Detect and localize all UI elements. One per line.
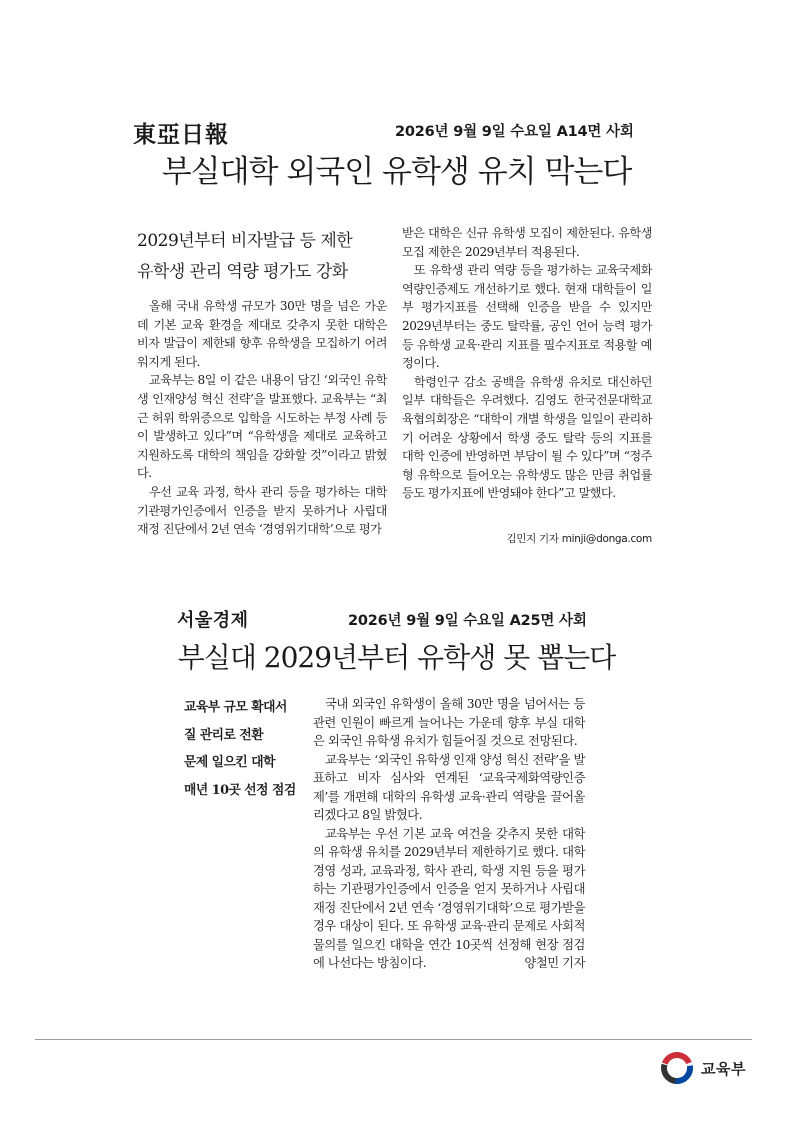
reporter-byline: 양철민 기자 bbox=[524, 956, 585, 970]
subhead-line: 2029년부터 비자발급 등 제한 bbox=[137, 231, 353, 251]
body-paragraph: 올해 국내 유학생 규모가 30만 명을 넘은 가운데 기본 교육 환경을 제대로 갖추지 못한 대학은 비자 발급이 제한돼 향후 유학생을 모집하기 어려워지게 된다. bbox=[137, 299, 387, 369]
subhead-line: 매년 10곳 선정 점검 bbox=[184, 782, 296, 798]
body-paragraph-text: 교육부는 우선 기본 교육 여건을 갖추지 못한 대학의 유학생 유치를 2029년부터 제한하기로 했다. 대학 경영 성과, 교육과정, 학사 관리, 학생 지원 등을 평가하는 기관평가인증에서 인증을 얻지 못하거나 사립대 재정 진단에서 2년 연속 ‘경영위기대학’으로 평가받을 경우 대상이 된다. 또 유학생 교육·관리 문제로 사회적 물의를 일으킨 대학을 연간 10곳씩 선정해 현장 점검에 나선다는 방침이다. bbox=[313, 826, 585, 970]
body-paragraph: 받은 대학은 신규 유학생 모집이 제한된다. 유학생 모집 제한은 2029년부터 적용된다. bbox=[402, 226, 652, 259]
newspaper-masthead-sedaily: 서울경제 bbox=[177, 610, 249, 631]
article-headline: 부실대학 외국인 유학생 유치 막는다 bbox=[161, 154, 632, 190]
ministry-name: 교육부 bbox=[701, 1060, 746, 1078]
article-body-column-1 bbox=[137, 297, 387, 539]
body-paragraph: 교육부는 ‘외국인 유학생 인재 양성 혁신 전략’을 발표하고 비자 심사와 연계된 ‘교육국제화역량인증제’를 개편해 대학의 유학생 교육·관리 역량을 끌어올리겠다고 8일 밝혔다. bbox=[313, 752, 585, 822]
subhead-line: 문제 일으킨 대학 bbox=[184, 755, 275, 770]
subhead-line: 질 관리로 전환 bbox=[184, 727, 264, 743]
newspaper-masthead-donga: 東亞日報 bbox=[133, 121, 229, 148]
footer-divider bbox=[35, 1039, 752, 1040]
article-body bbox=[313, 695, 585, 973]
body-paragraph: 학령인구 감소 공백을 유학생 유치로 대신하던 일부 대학들은 우려했다. 김영도 한국전문대학교육협의회장은 “대학이 개별 학생을 일일이 관리하기 어려운 상황에서 학생 중도 탈락 등의 지표를 대학 인증에 반영하면 부담이 될 수 있다”며 “정주형 유학으로 들어오는 유학생도 많은 만큼 취업률 등도 평가지표에 반영돼야 한다”고 말했다. bbox=[402, 374, 652, 501]
publication-date-page: 2026년 9월 9일 수요일 A25면 사회 bbox=[348, 613, 587, 629]
article-headline: 부실대 2029년부터 유학생 못 뽑는다 bbox=[177, 641, 616, 674]
article-subheads bbox=[137, 226, 397, 288]
subhead-line: 교육부 규모 확대서 bbox=[184, 700, 287, 715]
body-paragraph bbox=[313, 825, 585, 973]
subhead-line: 유학생 관리 역량 평가도 강화 bbox=[137, 262, 348, 282]
taegeuk-icon bbox=[661, 1052, 693, 1084]
body-paragraph: 국내 외국인 유학생이 올해 30만 명을 넘어서는 등 관련 인원이 빠르게 늘어나는 가운데 향후 부실 대학은 외국인 유학생 유치가 힘들어질 것으로 전망된다. bbox=[313, 697, 585, 748]
publication-date-page: 2026년 9월 9일 수요일 A14면 사회 bbox=[395, 124, 634, 140]
reporter-byline: 김민지 기자 minji@donga.com bbox=[506, 533, 652, 545]
body-paragraph: 또 유학생 관리 역량 등을 평가하는 교육국제화역량인증제도 개선하기로 했다. 현재 대학들이 일부 평가지표를 선택해 인증을 받을 수 있지만 2029년부터는 중도 탈락률, 공인 언어 능력 평가 등 유학생 교육·관리 지표를 필수지표로 적용할 예정이다. bbox=[402, 263, 652, 371]
body-paragraph: 교육부는 8일 이 같은 내용이 담긴 ‘외국인 유학생 인재양성 혁신 전략’을 발표했다. 교육부는 “최근 허위 학위증으로 입학을 시도하는 부정 사례 등이 발생하고 있다”며 “유학생을 제대로 교육하고 지원하도록 대학의 책임을 강화할 것”이라고 밝혔다. bbox=[137, 373, 387, 481]
article-body-column-2 bbox=[402, 224, 652, 503]
body-paragraph: 우선 교육 과정, 학사 관리 등을 평가하는 대학기관평가인증에서 인증을 받지 못하거나 사립대 재정 진단에서 2년 연속 ‘경영위기대학’으로 평가 bbox=[137, 484, 387, 537]
article-subheads bbox=[184, 694, 304, 804]
